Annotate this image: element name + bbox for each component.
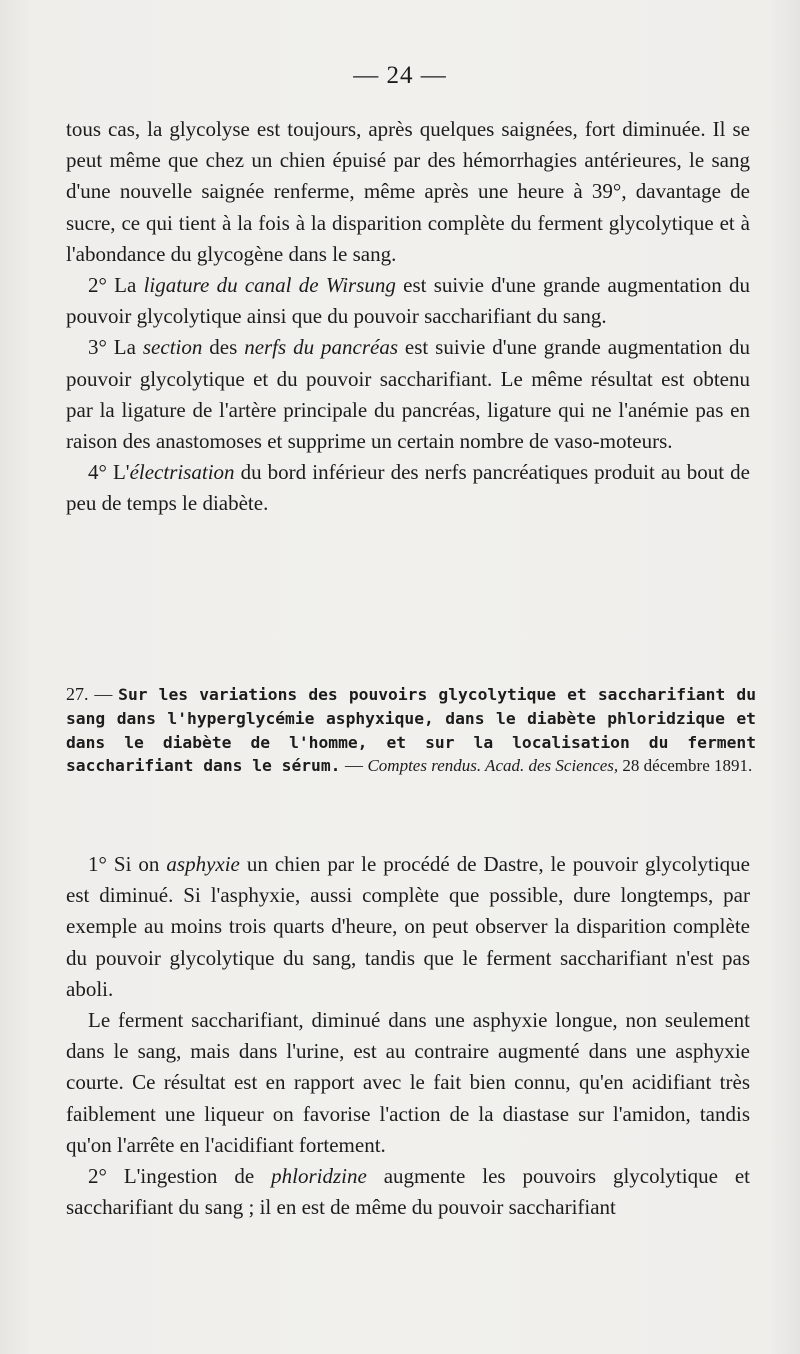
section-continuation [66,114,750,520]
emphasis-electrisation: électrisation [129,460,235,485]
paragraph-asphyxie: 1° Si on asphyxie un chien par le procédé de Dastre, le pouvoir glycolytique est diminué. Si l'asphyxie, aussi complète que possible, dure longtemps, par exemple au moins trois quarts d'heure, on peut observer la disparition complète du pouvoir glycolytique du sang, tandis que le ferment saccharifiant n'est pas aboli. [66,852,750,1001]
emphasis-section: section [142,335,203,360]
paragraph-ferment: Le ferment saccharifiant, diminué dans une asphyxie longue, non seulement dans le sang, mais dans l'urine, est au contraire augmenté dans une asphyxie courte. Ce résultat est en rapport avec le fait bien connu, qu'en acidifiant très faiblement une liqueur on favorise l'action de la diastase sur l'amidon, tandis qu'on l'arrête en l'acidifiant fortement. [66,1008,750,1157]
emphasis-nerfs: nerfs du pancréas [244,335,398,360]
paragraph-electrisation: 4° L'électrisation du bord inférieur des nerfs pancréatiques produit au bout de peu de temps le diabète. [66,460,750,516]
entry-date: 28 décembre 1891. [618,756,753,776]
entry-number: 27. — [66,684,119,704]
page-number: — 24 — [353,62,447,89]
emphasis-phloridzine: phloridzine [271,1164,367,1189]
paragraph-phloridzine: 2° L'ingestion de phloridzine augmente les pouvoirs glycolytique et saccharifiant du sang ; il en est de même du pouvoir saccharifiant [66,1164,751,1220]
emphasis-asphyxie: asphyxie [166,852,240,876]
paragraph-ligature: 2° La ligature du canal de Wirsung est suivie d'une grande augmentation du pouvoir glycolytique ainsi que du pouvoir saccharifiant du sang. [66,273,751,329]
paragraph-glycolyse: tous cas, la glycolyse est toujours, après quelques saignées, fort diminuée. Il se peut même que chez un chien épuisé par des hémorrhagies antérieures, le sang d'une nouvelle saignée renferme, même après une heure à 39°, davantage de sucre, ce qui tient à la fois à la disparition complète du ferment glycolytique et à l'abondance du glycogène dans le sang. [66,117,750,266]
bibliography-entry-27: 27. — Sur les variations des pouvoirs glycolytique et saccharifiant du sang dans l'hyperglycémie asphyxique, dans le diabète phloridzique et dans le diabète de l'homme, et sur la localisation du ferment saccharifiant dans le sérum. — Comptes rendus. Acad. des Sciences, 28 décembre 1891. [66,684,757,776]
section-entry-27 [66,849,750,1223]
entry-source: Comptes rendus. Acad. des Sciences, [367,756,619,776]
entry-title: Sur les variations des pouvoirs glycolytique et saccharifiant du sang dans l'hyperglycémie asphyxique, dans le diabète phloridzique et dans le diabète de l'homme, et sur la localisation du ferment saccharifiant dans le sérum. [66,685,757,776]
paragraph-section-nerfs: 3° La section des nerfs du pancréas est suivie d'une grande augmentation du pouvoir glycolytique et du pouvoir saccharifiant. Le même résultat est obtenu par la ligature de l'artère principale du pancréas, ligature qui ne l'anémie pas en raison des anastomoses et supprime un certain nombre de vaso-moteurs. [66,335,750,454]
emphasis-ligature: ligature du canal de Wirsung [143,273,396,298]
